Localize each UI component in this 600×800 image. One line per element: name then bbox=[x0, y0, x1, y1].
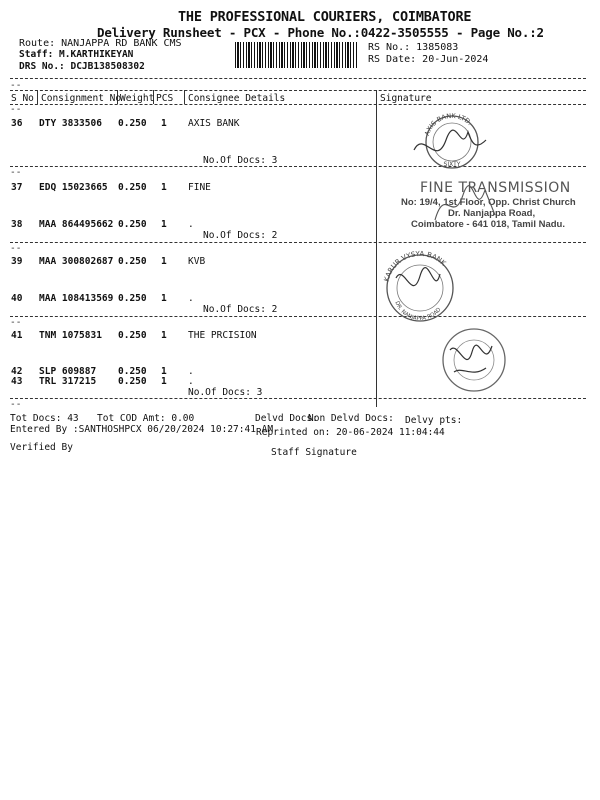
fine-stamp-line1: No: 19/4, 1st Floor, Opp. Christ Church bbox=[401, 197, 576, 208]
row-pcs: 1 bbox=[161, 293, 167, 304]
row-sno: 38 bbox=[11, 219, 23, 230]
row-consignment: DTY 3833506 bbox=[39, 118, 102, 129]
precision-seal bbox=[432, 322, 512, 396]
rule-header-top bbox=[10, 90, 586, 91]
col-sno: S No bbox=[11, 93, 34, 104]
row-consignment: TRL 317215 bbox=[39, 376, 97, 387]
route-label: Route: NANJAPPA RD BANK CMS bbox=[19, 38, 182, 49]
fine-transmission-stamp-title: FINE TRANSMISSION bbox=[420, 180, 571, 196]
rs-number: RS No.: 1385083 bbox=[368, 42, 459, 53]
row-weight: 0.250 bbox=[118, 256, 147, 267]
row-details: AXIS BANK bbox=[188, 118, 240, 129]
row-details: THE PRCISION bbox=[188, 330, 257, 341]
non-delivered-docs: Non Delvd Docs: bbox=[308, 413, 394, 424]
col-signature: Signature bbox=[380, 93, 432, 104]
reprinted-on: Reprinted on: 20-06-2024 11:04:44 bbox=[256, 427, 445, 438]
runsheet-subtitle: Delivery Runsheet - PCX - Phone No.:0422-3505555 - Page No.:2 bbox=[97, 25, 544, 40]
row-sno: 40 bbox=[11, 293, 23, 304]
axis-bank-seal bbox=[406, 110, 496, 170]
row-weight: 0.250 bbox=[118, 366, 147, 377]
row-details: . bbox=[188, 376, 194, 387]
staff-signature: Staff Signature bbox=[271, 447, 357, 458]
row-consignment: MAA 300802687 bbox=[39, 256, 114, 267]
kvb-seal-ring-text: KARUR VYSYA BANK bbox=[382, 249, 448, 283]
axis-seal-ring-text: AXIS BANK LTD. bbox=[422, 111, 474, 137]
row-consignment: SLP 609887 bbox=[39, 366, 97, 377]
row-pcs: 1 bbox=[161, 366, 167, 377]
kvb-seal bbox=[376, 248, 466, 323]
precision-signature-scribble bbox=[450, 345, 492, 372]
row-details: FINE bbox=[188, 182, 211, 193]
rule-top bbox=[10, 78, 586, 79]
rs-date: RS Date: 20-Jun-2024 bbox=[368, 54, 489, 65]
delivered-docs: Delvd Docs: bbox=[255, 413, 318, 424]
verified-by: Verified By bbox=[10, 442, 73, 453]
row-details: . bbox=[188, 293, 194, 304]
row-weight: 0.250 bbox=[118, 376, 147, 387]
row-docs: No.Of Docs: 3 bbox=[188, 387, 263, 398]
row-weight: 0.250 bbox=[118, 330, 147, 341]
row-details: KVB bbox=[188, 256, 206, 267]
drs-number: DRS No.: DCJB138508302 bbox=[19, 61, 145, 72]
row-pcs: 1 bbox=[161, 256, 167, 267]
total-cod: Tot COD Amt: 0.00 bbox=[97, 413, 195, 424]
row-consignment: TNM 1075831 bbox=[39, 330, 102, 341]
total-docs: Tot Docs: 43 bbox=[10, 413, 79, 424]
row-consignment: MAA 108413569 bbox=[39, 293, 114, 304]
rule-header-bottom bbox=[10, 104, 586, 105]
row-weight: 0.250 bbox=[118, 219, 147, 230]
delivery-points: Delvy pts: bbox=[405, 415, 463, 426]
row-sno: 37 bbox=[11, 182, 23, 193]
row-weight: 0.250 bbox=[118, 182, 147, 193]
row-docs: No.Of Docs: 2 bbox=[203, 304, 278, 315]
row-pcs: 1 bbox=[161, 219, 167, 230]
fine-stamp-line3: Coimbatore - 641 018, Tamil Nadu. bbox=[411, 219, 565, 230]
row-sno: 41 bbox=[11, 330, 23, 341]
row-sno: 43 bbox=[11, 376, 23, 387]
row-weight: 0.250 bbox=[118, 118, 147, 129]
fine-stamp-line2: Dr. Nanjappa Road, bbox=[448, 208, 536, 219]
row-docs: No.Of Docs: 3 bbox=[203, 155, 278, 166]
col-consignment: Consignment No bbox=[41, 93, 122, 104]
company-title: THE PROFESSIONAL COURIERS, COIMBATORE bbox=[178, 9, 472, 25]
entered-by: Entered By :SANTHOSHPCX 06/20/2024 10:27:41 AM bbox=[10, 424, 274, 435]
row-weight: 0.250 bbox=[118, 293, 147, 304]
row-pcs: 1 bbox=[161, 118, 167, 129]
barcode bbox=[235, 42, 358, 68]
staff-label: Staff: M.KARTHIKEYAN bbox=[19, 49, 134, 60]
row-details: . bbox=[188, 366, 194, 377]
row-sno: 42 bbox=[11, 366, 23, 377]
row-sno: 36 bbox=[11, 118, 23, 129]
kvb-signature-scribble bbox=[396, 268, 440, 286]
row-pcs: 1 bbox=[161, 376, 167, 387]
row-sno: 39 bbox=[11, 256, 23, 267]
col-pcs: PCS bbox=[156, 93, 174, 104]
row-details: . bbox=[188, 219, 194, 230]
row-consignment: MAA 864495662 bbox=[39, 219, 114, 230]
col-weight: Weight bbox=[120, 93, 155, 104]
row-pcs: 1 bbox=[161, 330, 167, 341]
axis-seal-inner-text: SIXTY bbox=[443, 161, 461, 168]
row-pcs: 1 bbox=[161, 182, 167, 193]
kvb-seal-inner-text: DR. NANJAPPA ROAD bbox=[393, 300, 443, 323]
row-consignment: EDQ 15023665 bbox=[39, 182, 108, 193]
fine-signature-scribble bbox=[425, 180, 505, 230]
row-docs: No.Of Docs: 2 bbox=[203, 230, 278, 241]
col-details: Consignee Details bbox=[188, 93, 286, 104]
